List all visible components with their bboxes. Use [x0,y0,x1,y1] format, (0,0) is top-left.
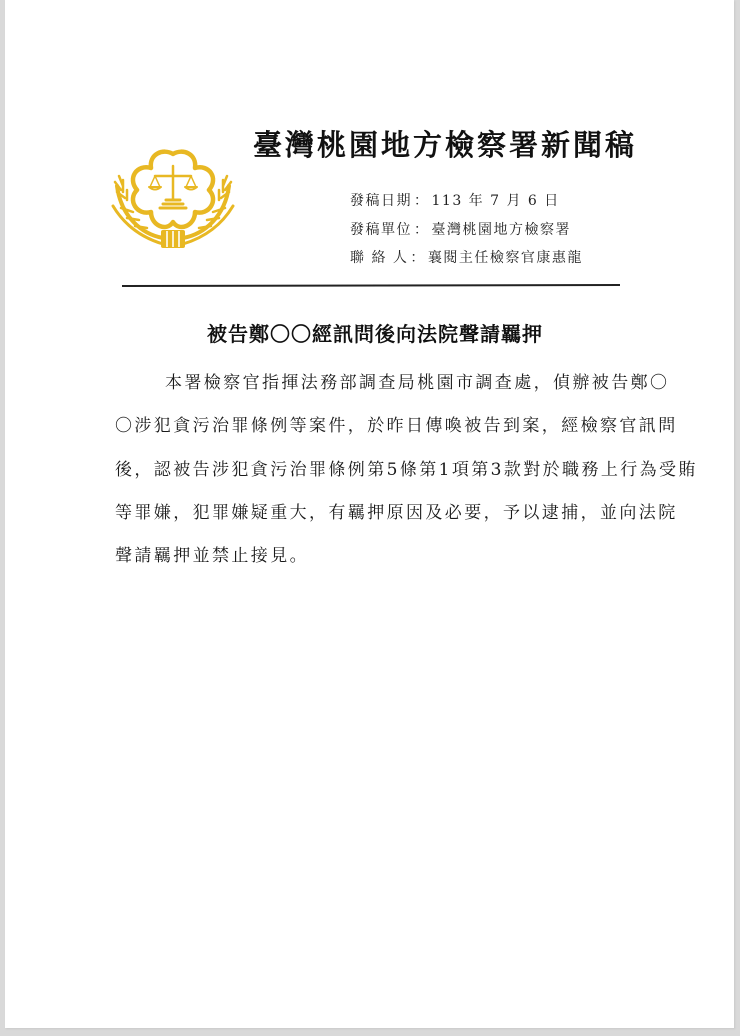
news-headline: 被告鄭〇〇經訊問後向法院聲請羈押 [207,322,543,346]
body-line: 等罪嫌，犯罪嫌疑重大，有羈押原因及必要，予以逮捕，並向法院 [115,502,678,523]
meta-release-date [350,187,583,216]
body-line: 聲請羈押並禁止接見。 [115,546,309,567]
body-line: 〇涉犯貪污治罪條例等案件，於昨日傳喚被告到案，經檢察官訊問 [115,416,678,437]
meta-label: 發稿單位 [350,221,412,238]
document-page [5,0,734,1028]
release-meta [350,187,583,273]
body-line: 後，認被告涉犯貪污治罪條例第5條第1項第3款對於職務上行為受賄 [115,459,698,480]
press-release-title: 臺灣桃園地方檢察署新聞稿 [253,128,638,162]
meta-value: 113 年 7 月 6 日 [431,193,560,209]
meta-separator: ： [414,221,430,238]
meta-label: 發稿日期 [350,193,412,209]
meta-issuing-unit [350,216,583,245]
meta-value: 臺灣桃園地方檢察署 [431,221,571,238]
prosecutors-office-emblem-icon [111,146,235,252]
meta-label: 聯 絡 人 [350,250,409,266]
meta-contact-person [350,244,583,273]
news-body [115,362,698,578]
meta-value: 襄閱主任檢察官康惠龍 [427,250,583,266]
body-line: 本署檢察官指揮法務部調查局桃園市調查處，偵辦被告鄭〇 [165,373,670,393]
header-divider [122,284,620,287]
meta-separator: ： [414,193,430,209]
meta-separator: ： [410,250,426,266]
